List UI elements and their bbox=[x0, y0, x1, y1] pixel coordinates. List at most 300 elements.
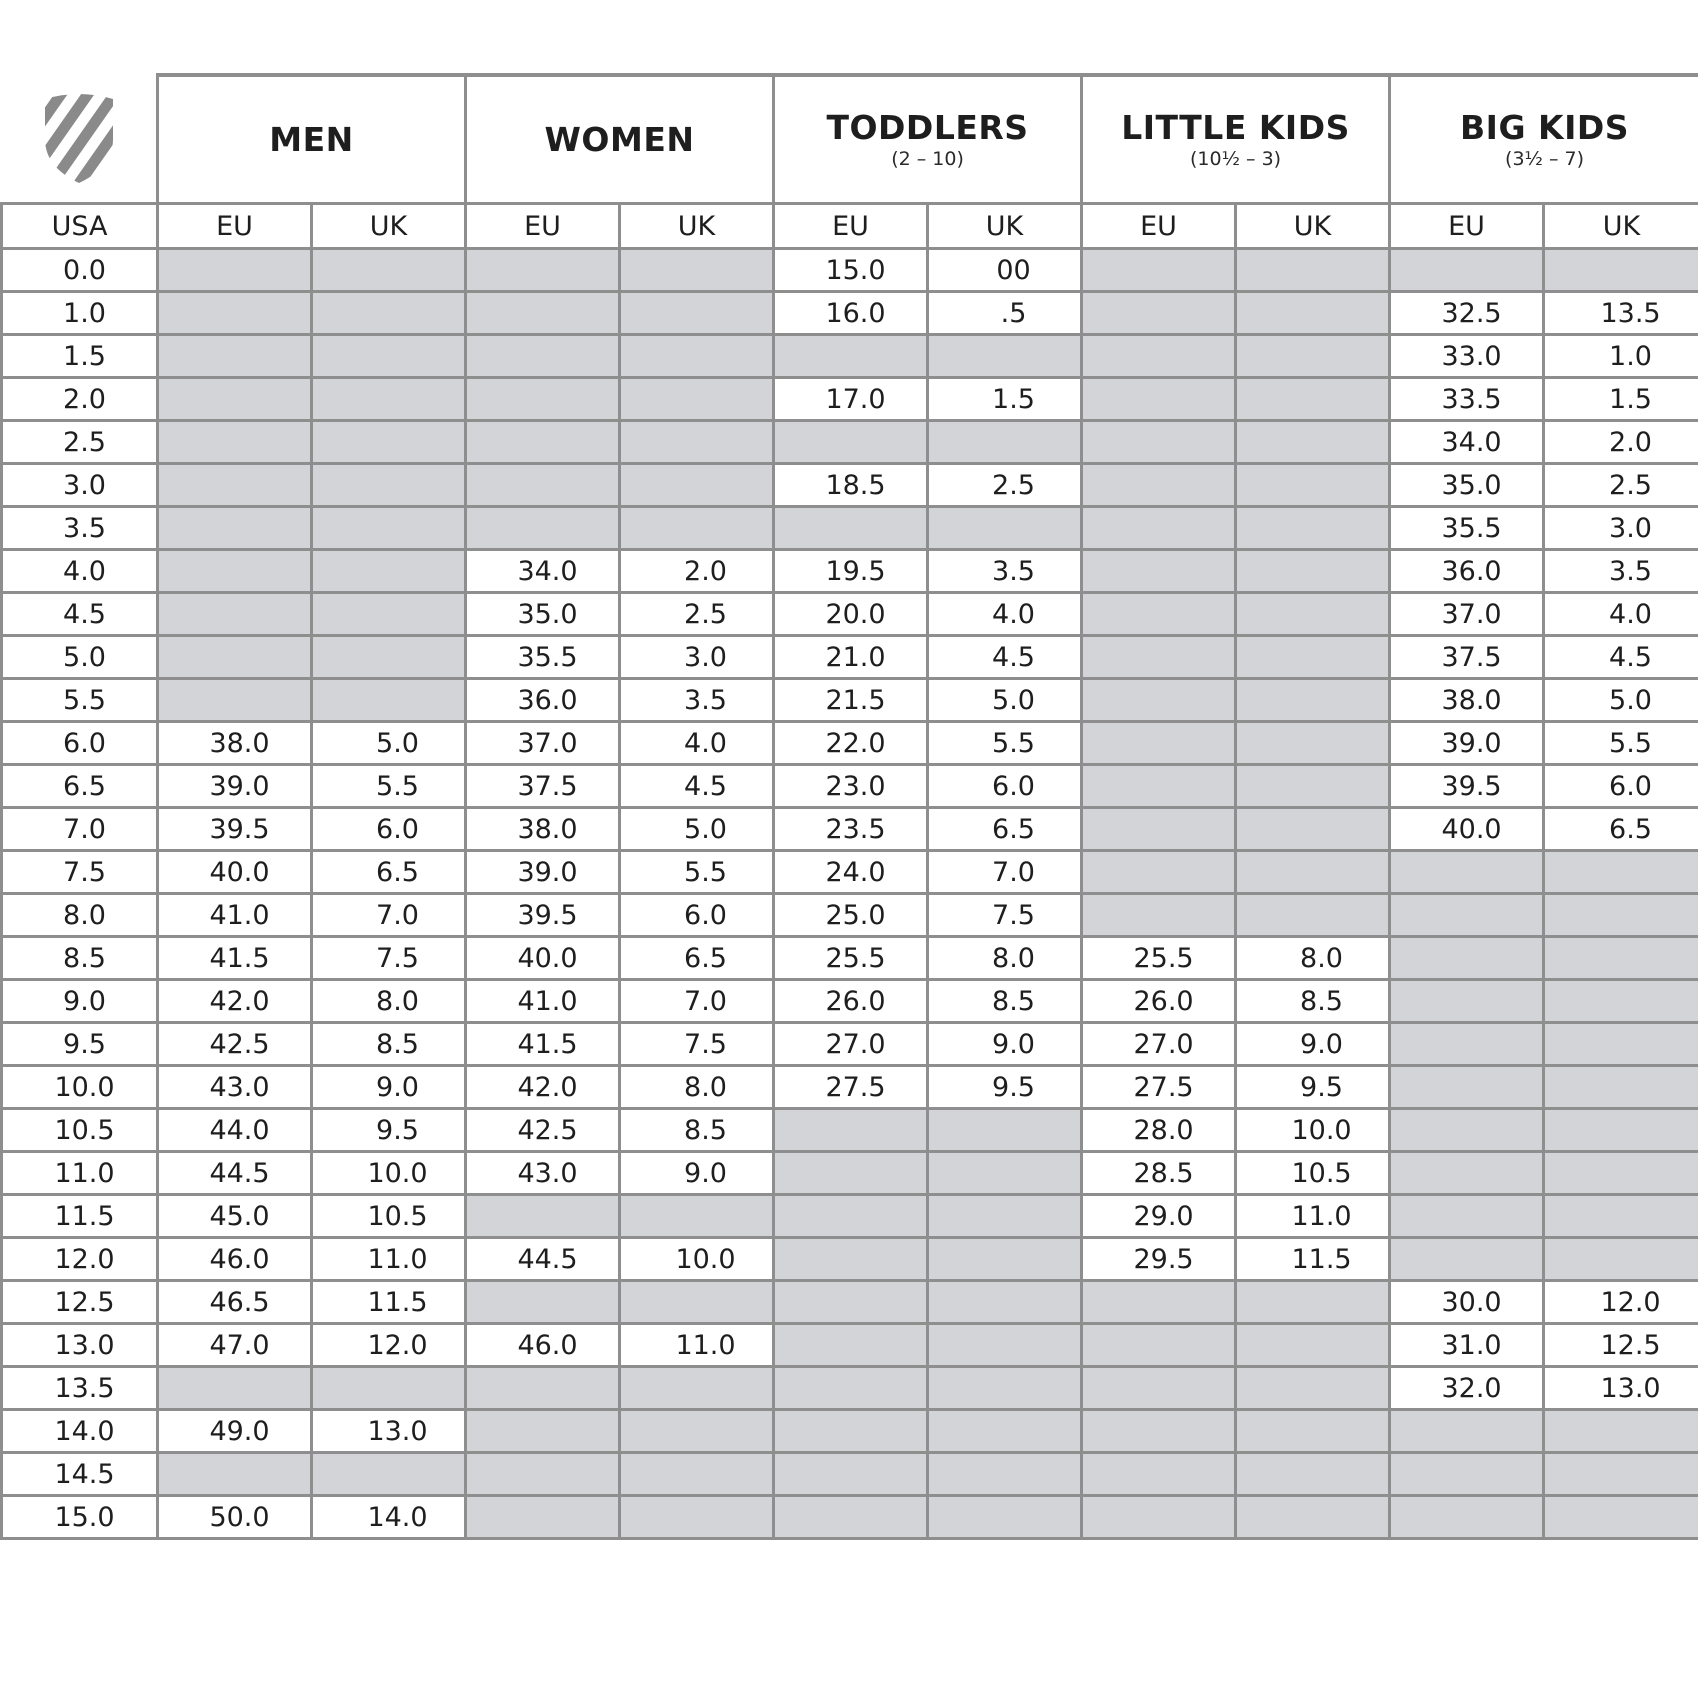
men-eu-cell: 39.5 bbox=[158, 808, 312, 851]
toddlers-eu-cell: 24.0 bbox=[774, 851, 928, 894]
big-kids-eu-cell: 37.5 bbox=[1390, 636, 1544, 679]
little-kids-eu-cell bbox=[1082, 464, 1236, 507]
big-kids-uk-cell: 3.0 bbox=[1544, 507, 1698, 550]
toddlers-eu-cell: 15.0 bbox=[774, 249, 928, 292]
big-kids-eu-cell: 34.0 bbox=[1390, 421, 1544, 464]
men-eu-cell: 44.0 bbox=[158, 1109, 312, 1152]
usa-size-cell: 4.0 bbox=[2, 550, 158, 593]
men-uk-cell bbox=[312, 550, 466, 593]
big-kids-uk-cell bbox=[1544, 1023, 1698, 1066]
little-kids-eu-cell bbox=[1082, 1410, 1236, 1453]
little-kids-uk-cell bbox=[1236, 636, 1390, 679]
group-header-women bbox=[466, 75, 774, 204]
toddlers-eu-cell bbox=[774, 1410, 928, 1453]
toddlers-uk-cell bbox=[928, 1109, 1082, 1152]
usa-size-cell: 14.0 bbox=[2, 1410, 158, 1453]
women-eu-cell: 43.0 bbox=[466, 1152, 620, 1195]
women-uk-cell: 5.0 bbox=[620, 808, 774, 851]
big-kids-eu-cell: 36.0 bbox=[1390, 550, 1544, 593]
little-kids-uk-cell bbox=[1236, 292, 1390, 335]
women-eu-cell: 40.0 bbox=[466, 937, 620, 980]
usa-size-cell: 12.0 bbox=[2, 1238, 158, 1281]
big-kids-eu-cell: 38.0 bbox=[1390, 679, 1544, 722]
usa-size-cell: 0.0 bbox=[2, 249, 158, 292]
eu-column-header: EU bbox=[466, 204, 620, 249]
big-kids-uk-cell: 3.5 bbox=[1544, 550, 1698, 593]
little-kids-uk-cell: 8.5 bbox=[1236, 980, 1390, 1023]
women-uk-cell bbox=[620, 1367, 774, 1410]
little-kids-uk-cell bbox=[1236, 1410, 1390, 1453]
toddlers-uk-cell: 3.5 bbox=[928, 550, 1082, 593]
big-kids-eu-cell bbox=[1390, 937, 1544, 980]
table-row bbox=[2, 1023, 1698, 1066]
subheader-row bbox=[2, 204, 1698, 249]
toddlers-uk-cell bbox=[928, 1324, 1082, 1367]
little-kids-uk-cell bbox=[1236, 1496, 1390, 1539]
toddlers-uk-cell bbox=[928, 1195, 1082, 1238]
toddlers-eu-cell bbox=[774, 335, 928, 378]
women-eu-cell: 38.0 bbox=[466, 808, 620, 851]
toddlers-eu-cell bbox=[774, 1324, 928, 1367]
table-row bbox=[2, 378, 1698, 421]
men-eu-cell bbox=[158, 464, 312, 507]
toddlers-eu-cell bbox=[774, 1367, 928, 1410]
toddlers-uk-cell: 00 bbox=[928, 249, 1082, 292]
men-eu-cell: 39.0 bbox=[158, 765, 312, 808]
toddlers-uk-cell bbox=[928, 507, 1082, 550]
men-eu-cell: 42.0 bbox=[158, 980, 312, 1023]
toddlers-uk-cell: 5.5 bbox=[928, 722, 1082, 765]
men-uk-cell: 7.0 bbox=[312, 894, 466, 937]
big-kids-eu-cell: 40.0 bbox=[1390, 808, 1544, 851]
little-kids-uk-cell bbox=[1236, 464, 1390, 507]
big-kids-eu-cell: 32.5 bbox=[1390, 292, 1544, 335]
usa-size-cell: 1.0 bbox=[2, 292, 158, 335]
big-kids-uk-cell: 6.5 bbox=[1544, 808, 1698, 851]
usa-size-cell: 7.5 bbox=[2, 851, 158, 894]
men-eu-cell: 44.5 bbox=[158, 1152, 312, 1195]
women-uk-cell: 7.0 bbox=[620, 980, 774, 1023]
men-eu-cell bbox=[158, 378, 312, 421]
toddlers-uk-cell bbox=[928, 1238, 1082, 1281]
women-eu-cell bbox=[466, 335, 620, 378]
women-uk-cell: 7.5 bbox=[620, 1023, 774, 1066]
women-eu-cell bbox=[466, 507, 620, 550]
men-uk-cell: 8.5 bbox=[312, 1023, 466, 1066]
toddlers-uk-cell: 4.0 bbox=[928, 593, 1082, 636]
big-kids-eu-cell: 30.0 bbox=[1390, 1281, 1544, 1324]
women-uk-cell: 8.5 bbox=[620, 1109, 774, 1152]
usa-size-cell: 11.0 bbox=[2, 1152, 158, 1195]
usa-size-cell: 9.5 bbox=[2, 1023, 158, 1066]
big-kids-uk-cell: 5.5 bbox=[1544, 722, 1698, 765]
big-kids-uk-cell bbox=[1544, 851, 1698, 894]
women-eu-cell: 37.0 bbox=[466, 722, 620, 765]
toddlers-uk-cell: 6.0 bbox=[928, 765, 1082, 808]
big-kids-uk-cell: 12.0 bbox=[1544, 1281, 1698, 1324]
women-uk-cell: 10.0 bbox=[620, 1238, 774, 1281]
eu-column-header: EU bbox=[1082, 204, 1236, 249]
eu-column-header: EU bbox=[774, 204, 928, 249]
big-kids-uk-cell bbox=[1544, 980, 1698, 1023]
table-row bbox=[2, 550, 1698, 593]
little-kids-uk-cell bbox=[1236, 378, 1390, 421]
big-kids-eu-cell bbox=[1390, 1109, 1544, 1152]
toddlers-eu-cell: 17.0 bbox=[774, 378, 928, 421]
table-row bbox=[2, 679, 1698, 722]
big-kids-eu-cell: 33.5 bbox=[1390, 378, 1544, 421]
usa-size-cell: 7.0 bbox=[2, 808, 158, 851]
big-kids-eu-cell bbox=[1390, 1238, 1544, 1281]
table-row bbox=[2, 894, 1698, 937]
men-uk-cell: 5.5 bbox=[312, 765, 466, 808]
usa-size-cell: 13.0 bbox=[2, 1324, 158, 1367]
women-eu-cell: 44.5 bbox=[466, 1238, 620, 1281]
big-kids-eu-cell bbox=[1390, 980, 1544, 1023]
little-kids-uk-cell bbox=[1236, 894, 1390, 937]
toddlers-uk-cell: .5 bbox=[928, 292, 1082, 335]
men-uk-cell bbox=[312, 679, 466, 722]
men-eu-cell bbox=[158, 249, 312, 292]
table-row bbox=[2, 1195, 1698, 1238]
men-uk-cell bbox=[312, 335, 466, 378]
little-kids-eu-cell bbox=[1082, 808, 1236, 851]
little-kids-uk-cell: 11.5 bbox=[1236, 1238, 1390, 1281]
women-uk-cell: 9.0 bbox=[620, 1152, 774, 1195]
group-title: WOMEN bbox=[544, 120, 695, 159]
women-uk-cell bbox=[620, 1453, 774, 1496]
men-eu-cell bbox=[158, 679, 312, 722]
women-uk-cell: 4.5 bbox=[620, 765, 774, 808]
group-title: MEN bbox=[269, 120, 354, 159]
table-row bbox=[2, 292, 1698, 335]
big-kids-uk-cell: 4.0 bbox=[1544, 593, 1698, 636]
group-title: BIG KIDS bbox=[1460, 107, 1630, 147]
table-row bbox=[2, 980, 1698, 1023]
women-eu-cell: 35.0 bbox=[466, 593, 620, 636]
women-uk-cell: 3.5 bbox=[620, 679, 774, 722]
toddlers-uk-cell: 7.0 bbox=[928, 851, 1082, 894]
group-age-range: (10½ – 3) bbox=[1189, 147, 1282, 170]
toddlers-eu-cell bbox=[774, 1238, 928, 1281]
eu-column-header: EU bbox=[1390, 204, 1544, 249]
big-kids-uk-cell bbox=[1544, 937, 1698, 980]
men-eu-cell: 40.0 bbox=[158, 851, 312, 894]
women-uk-cell: 2.0 bbox=[620, 550, 774, 593]
table-row bbox=[2, 851, 1698, 894]
group-header-big-kids bbox=[1390, 75, 1698, 204]
big-kids-eu-cell bbox=[1390, 851, 1544, 894]
toddlers-uk-cell: 9.0 bbox=[928, 1023, 1082, 1066]
women-eu-cell bbox=[466, 1453, 620, 1496]
toddlers-uk-cell: 8.5 bbox=[928, 980, 1082, 1023]
brand-logo bbox=[2, 75, 158, 204]
men-eu-cell bbox=[158, 1367, 312, 1410]
women-uk-cell bbox=[620, 249, 774, 292]
toddlers-uk-cell bbox=[928, 335, 1082, 378]
little-kids-eu-cell: 25.5 bbox=[1082, 937, 1236, 980]
women-uk-cell: 6.0 bbox=[620, 894, 774, 937]
group-header-row bbox=[2, 75, 1698, 204]
little-kids-uk-cell bbox=[1236, 851, 1390, 894]
little-kids-uk-cell bbox=[1236, 249, 1390, 292]
toddlers-uk-cell: 8.0 bbox=[928, 937, 1082, 980]
women-eu-cell: 39.5 bbox=[466, 894, 620, 937]
little-kids-eu-cell: 29.0 bbox=[1082, 1195, 1236, 1238]
table-row bbox=[2, 1453, 1698, 1496]
big-kids-uk-cell: 2.0 bbox=[1544, 421, 1698, 464]
usa-size-cell: 5.0 bbox=[2, 636, 158, 679]
men-eu-cell bbox=[158, 292, 312, 335]
group-title: LITTLE KIDS bbox=[1121, 107, 1350, 147]
toddlers-eu-cell: 21.0 bbox=[774, 636, 928, 679]
little-kids-eu-cell: 26.0 bbox=[1082, 980, 1236, 1023]
toddlers-uk-cell: 9.5 bbox=[928, 1066, 1082, 1109]
big-kids-eu-cell bbox=[1390, 1453, 1544, 1496]
big-kids-eu-cell: 35.0 bbox=[1390, 464, 1544, 507]
women-eu-cell bbox=[466, 1281, 620, 1324]
women-eu-cell: 36.0 bbox=[466, 679, 620, 722]
men-eu-cell: 50.0 bbox=[158, 1496, 312, 1539]
little-kids-eu-cell bbox=[1082, 679, 1236, 722]
women-uk-cell bbox=[620, 464, 774, 507]
women-uk-cell bbox=[620, 378, 774, 421]
eu-column-header: EU bbox=[158, 204, 312, 249]
usa-size-cell: 5.5 bbox=[2, 679, 158, 722]
usa-size-cell: 10.5 bbox=[2, 1109, 158, 1152]
women-uk-cell: 6.5 bbox=[620, 937, 774, 980]
toddlers-uk-cell: 4.5 bbox=[928, 636, 1082, 679]
big-kids-eu-cell: 32.0 bbox=[1390, 1367, 1544, 1410]
usa-size-cell: 6.5 bbox=[2, 765, 158, 808]
table-row bbox=[2, 507, 1698, 550]
big-kids-uk-cell: 6.0 bbox=[1544, 765, 1698, 808]
little-kids-eu-cell bbox=[1082, 292, 1236, 335]
men-uk-cell: 10.5 bbox=[312, 1195, 466, 1238]
toddlers-eu-cell bbox=[774, 1109, 928, 1152]
little-kids-uk-cell bbox=[1236, 722, 1390, 765]
shield-stripes-icon bbox=[41, 93, 117, 185]
toddlers-eu-cell: 22.0 bbox=[774, 722, 928, 765]
toddlers-eu-cell: 26.0 bbox=[774, 980, 928, 1023]
toddlers-uk-cell bbox=[928, 1496, 1082, 1539]
men-eu-cell: 46.0 bbox=[158, 1238, 312, 1281]
big-kids-eu-cell bbox=[1390, 1066, 1544, 1109]
men-eu-cell bbox=[158, 335, 312, 378]
women-eu-cell: 41.0 bbox=[466, 980, 620, 1023]
little-kids-eu-cell: 29.5 bbox=[1082, 1238, 1236, 1281]
women-eu-cell: 39.0 bbox=[466, 851, 620, 894]
table-row bbox=[2, 1367, 1698, 1410]
table-row bbox=[2, 1109, 1698, 1152]
toddlers-eu-cell: 16.0 bbox=[774, 292, 928, 335]
men-eu-cell bbox=[158, 507, 312, 550]
big-kids-uk-cell bbox=[1544, 1109, 1698, 1152]
usa-column-header: USA bbox=[2, 204, 158, 249]
men-eu-cell: 46.5 bbox=[158, 1281, 312, 1324]
women-uk-cell: 4.0 bbox=[620, 722, 774, 765]
big-kids-uk-cell: 12.5 bbox=[1544, 1324, 1698, 1367]
women-eu-cell: 34.0 bbox=[466, 550, 620, 593]
men-eu-cell bbox=[158, 1453, 312, 1496]
big-kids-eu-cell bbox=[1390, 1023, 1544, 1066]
men-uk-cell: 14.0 bbox=[312, 1496, 466, 1539]
table-row bbox=[2, 808, 1698, 851]
big-kids-uk-cell: 4.5 bbox=[1544, 636, 1698, 679]
table-row bbox=[2, 1238, 1698, 1281]
usa-size-cell: 9.0 bbox=[2, 980, 158, 1023]
little-kids-eu-cell bbox=[1082, 593, 1236, 636]
women-uk-cell bbox=[620, 1496, 774, 1539]
table-row bbox=[2, 464, 1698, 507]
little-kids-uk-cell: 9.5 bbox=[1236, 1066, 1390, 1109]
men-eu-cell: 41.5 bbox=[158, 937, 312, 980]
little-kids-eu-cell bbox=[1082, 550, 1236, 593]
toddlers-uk-cell: 5.0 bbox=[928, 679, 1082, 722]
women-eu-cell bbox=[466, 1496, 620, 1539]
usa-size-cell: 3.0 bbox=[2, 464, 158, 507]
toddlers-eu-cell: 23.5 bbox=[774, 808, 928, 851]
little-kids-uk-cell bbox=[1236, 1453, 1390, 1496]
men-uk-cell: 12.0 bbox=[312, 1324, 466, 1367]
usa-size-cell: 3.5 bbox=[2, 507, 158, 550]
little-kids-uk-cell bbox=[1236, 335, 1390, 378]
table-row bbox=[2, 722, 1698, 765]
toddlers-eu-cell bbox=[774, 1281, 928, 1324]
size-chart-table bbox=[0, 73, 1698, 1540]
group-age-range: (3½ – 7) bbox=[1505, 147, 1585, 170]
big-kids-uk-cell: 1.0 bbox=[1544, 335, 1698, 378]
men-eu-cell bbox=[158, 550, 312, 593]
usa-size-cell: 13.5 bbox=[2, 1367, 158, 1410]
big-kids-uk-cell bbox=[1544, 1453, 1698, 1496]
women-uk-cell bbox=[620, 421, 774, 464]
toddlers-eu-cell: 27.5 bbox=[774, 1066, 928, 1109]
women-eu-cell bbox=[466, 1367, 620, 1410]
little-kids-uk-cell bbox=[1236, 679, 1390, 722]
usa-size-cell: 8.0 bbox=[2, 894, 158, 937]
uk-column-header: UK bbox=[1544, 204, 1698, 249]
uk-column-header: UK bbox=[928, 204, 1082, 249]
table-row bbox=[2, 421, 1698, 464]
group-header-men bbox=[158, 75, 466, 204]
big-kids-eu-cell bbox=[1390, 894, 1544, 937]
table-row bbox=[2, 765, 1698, 808]
big-kids-uk-cell: 13.0 bbox=[1544, 1367, 1698, 1410]
big-kids-uk-cell bbox=[1544, 1195, 1698, 1238]
big-kids-eu-cell: 35.5 bbox=[1390, 507, 1544, 550]
big-kids-eu-cell bbox=[1390, 249, 1544, 292]
little-kids-uk-cell bbox=[1236, 765, 1390, 808]
little-kids-eu-cell bbox=[1082, 378, 1236, 421]
men-uk-cell: 6.0 bbox=[312, 808, 466, 851]
big-kids-uk-cell bbox=[1544, 1238, 1698, 1281]
toddlers-eu-cell bbox=[774, 507, 928, 550]
big-kids-uk-cell bbox=[1544, 1496, 1698, 1539]
women-eu-cell: 46.0 bbox=[466, 1324, 620, 1367]
little-kids-eu-cell bbox=[1082, 765, 1236, 808]
men-uk-cell bbox=[312, 249, 466, 292]
toddlers-eu-cell: 19.5 bbox=[774, 550, 928, 593]
usa-size-cell: 14.5 bbox=[2, 1453, 158, 1496]
little-kids-uk-cell bbox=[1236, 421, 1390, 464]
little-kids-uk-cell bbox=[1236, 1367, 1390, 1410]
usa-size-cell: 1.5 bbox=[2, 335, 158, 378]
usa-size-cell: 10.0 bbox=[2, 1066, 158, 1109]
big-kids-eu-cell: 39.5 bbox=[1390, 765, 1544, 808]
group-age-range: (2 – 10) bbox=[891, 147, 964, 170]
table-row bbox=[2, 593, 1698, 636]
toddlers-eu-cell: 21.5 bbox=[774, 679, 928, 722]
women-uk-cell: 2.5 bbox=[620, 593, 774, 636]
women-eu-cell bbox=[466, 292, 620, 335]
men-uk-cell bbox=[312, 378, 466, 421]
men-uk-cell: 5.0 bbox=[312, 722, 466, 765]
toddlers-eu-cell: 20.0 bbox=[774, 593, 928, 636]
group-header-little-kids bbox=[1082, 75, 1390, 204]
table-row bbox=[2, 1281, 1698, 1324]
toddlers-uk-cell bbox=[928, 1410, 1082, 1453]
big-kids-eu-cell: 39.0 bbox=[1390, 722, 1544, 765]
big-kids-uk-cell bbox=[1544, 1066, 1698, 1109]
women-eu-cell bbox=[466, 378, 620, 421]
little-kids-eu-cell bbox=[1082, 894, 1236, 937]
women-eu-cell: 35.5 bbox=[466, 636, 620, 679]
big-kids-uk-cell: 1.5 bbox=[1544, 378, 1698, 421]
toddlers-eu-cell bbox=[774, 1195, 928, 1238]
usa-size-cell: 8.5 bbox=[2, 937, 158, 980]
little-kids-eu-cell: 27.0 bbox=[1082, 1023, 1236, 1066]
big-kids-eu-cell bbox=[1390, 1152, 1544, 1195]
table-row bbox=[2, 335, 1698, 378]
table-row bbox=[2, 1410, 1698, 1453]
big-kids-uk-cell bbox=[1544, 249, 1698, 292]
women-uk-cell bbox=[620, 1195, 774, 1238]
men-eu-cell: 43.0 bbox=[158, 1066, 312, 1109]
big-kids-eu-cell: 37.0 bbox=[1390, 593, 1544, 636]
men-uk-cell bbox=[312, 636, 466, 679]
usa-size-cell: 15.0 bbox=[2, 1496, 158, 1539]
women-uk-cell: 3.0 bbox=[620, 636, 774, 679]
little-kids-eu-cell: 28.0 bbox=[1082, 1109, 1236, 1152]
little-kids-uk-cell bbox=[1236, 593, 1390, 636]
uk-column-header: UK bbox=[620, 204, 774, 249]
uk-column-header: UK bbox=[1236, 204, 1390, 249]
women-eu-cell bbox=[466, 1410, 620, 1453]
women-uk-cell bbox=[620, 335, 774, 378]
men-uk-cell: 13.0 bbox=[312, 1410, 466, 1453]
big-kids-uk-cell bbox=[1544, 1410, 1698, 1453]
men-uk-cell bbox=[312, 464, 466, 507]
group-header-toddlers bbox=[774, 75, 1082, 204]
little-kids-eu-cell bbox=[1082, 1367, 1236, 1410]
toddlers-eu-cell bbox=[774, 421, 928, 464]
men-uk-cell: 8.0 bbox=[312, 980, 466, 1023]
men-eu-cell: 49.0 bbox=[158, 1410, 312, 1453]
little-kids-eu-cell bbox=[1082, 851, 1236, 894]
men-uk-cell bbox=[312, 421, 466, 464]
big-kids-eu-cell: 31.0 bbox=[1390, 1324, 1544, 1367]
little-kids-eu-cell: 27.5 bbox=[1082, 1066, 1236, 1109]
table-row bbox=[2, 1496, 1698, 1539]
women-eu-cell bbox=[466, 421, 620, 464]
women-eu-cell bbox=[466, 249, 620, 292]
toddlers-uk-cell bbox=[928, 1453, 1082, 1496]
women-eu-cell bbox=[466, 1195, 620, 1238]
men-uk-cell bbox=[312, 1453, 466, 1496]
usa-size-cell: 6.0 bbox=[2, 722, 158, 765]
toddlers-uk-cell bbox=[928, 1152, 1082, 1195]
